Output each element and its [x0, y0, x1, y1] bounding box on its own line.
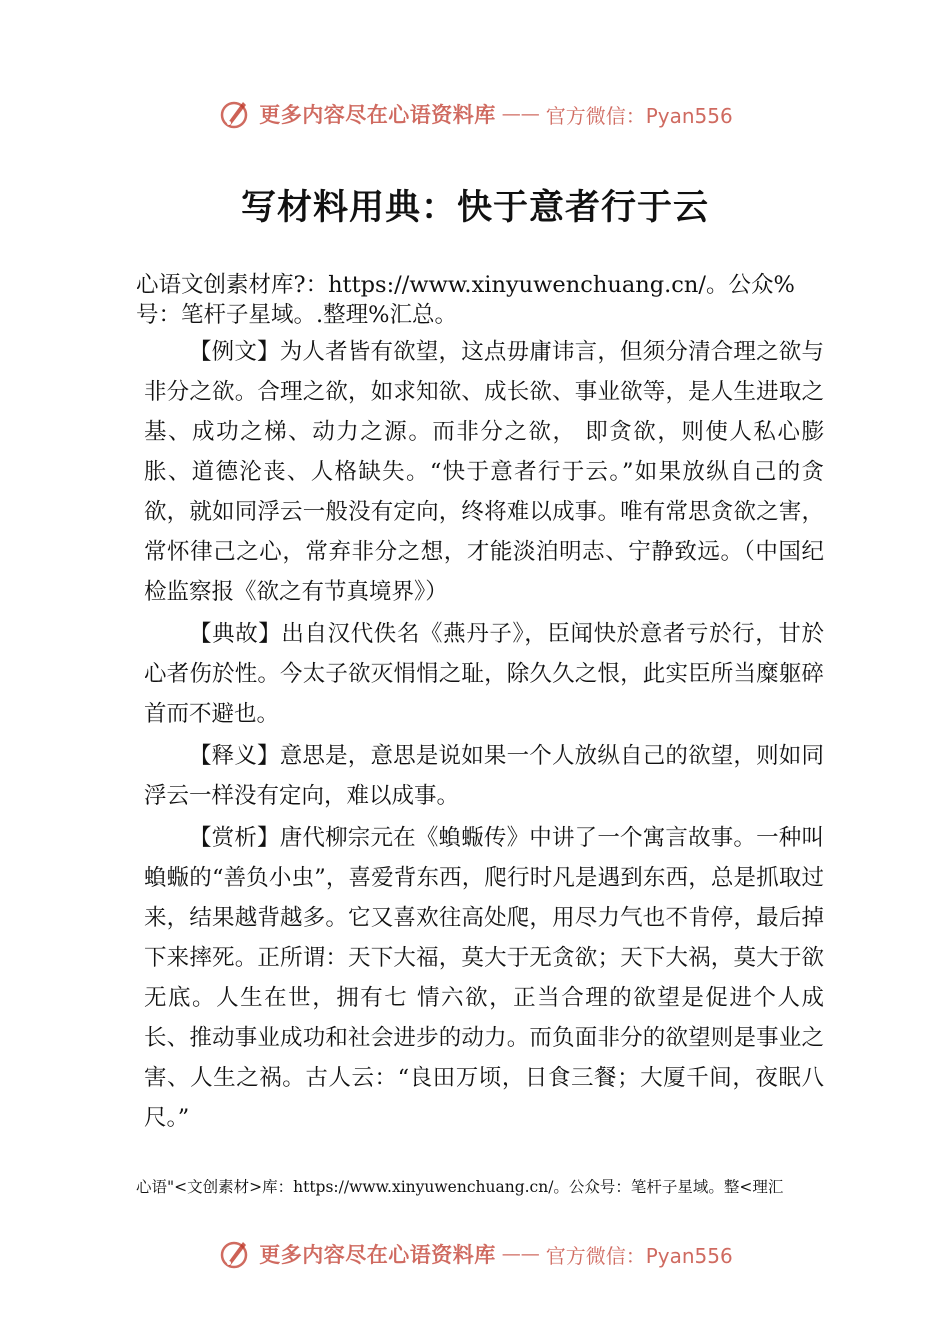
bottom-banner	[0, 1234, 950, 1274]
footer-source-note: 心语"<文创素材>库：https://www.xinyuwenchuang.cn/。公众号：笔杆子星域。整<理汇	[136, 1178, 784, 1196]
banner-separator: ——	[501, 103, 540, 125]
banner-slogan: 更多内容尽在心语资料库	[259, 1242, 496, 1267]
paragraph-allusion	[144, 614, 824, 734]
top-banner	[0, 94, 950, 134]
article-body	[144, 332, 824, 1138]
paragraph-tag: 【赏析】	[189, 825, 280, 851]
paragraph-meaning	[144, 736, 824, 816]
quill-pen-logo-icon	[217, 96, 253, 132]
quill-pen-logo-icon	[217, 1236, 253, 1272]
paragraph-analysis	[144, 818, 824, 1138]
paragraph-text: 为人者皆有欲望，这点毋庸讳言，但须分清合理之欲与非分之欲。合理之欲，如求知欲、成长欲、事业欲等，是人生进取之基、成功之梯、动力之源。而非分之欲， 即贪欲，则使人私心膨胀、道德沦丧、人格缺失。“快于意者行于云。”如果放纵自己的贪欲，就如同浮云一般没有定向，终将难以成事。唯有常思贪欲之害，常怀律己之心，常弃非分之想，才能淡泊明志、宁静致远。（中国纪检监察报《欲之有节真境界》）	[144, 339, 824, 605]
paragraph-tag: 【典故】	[189, 621, 282, 647]
banner-separator: ——	[501, 1243, 540, 1265]
banner-slogan: 更多内容尽在心语资料库	[259, 102, 496, 127]
header-source-note: 心语文创素材库?：https://www.xinyuwenchuang.cn/。公众%号：笔杆子星域。.整理%汇总。	[136, 272, 795, 328]
page-title: 写材料用典：快于意者行于云	[240, 187, 709, 228]
banner-wechat: 官方微信：Pyan556	[545, 1243, 733, 1268]
paragraph-text: 唐代柳宗元在《蝜蝂传》中讲了一个寓言故事。一种叫蝜蝂的“善负小虫”，喜爱背东西，爬行时凡是遇到东西，总是抓取过来，结果越背越多。它又喜欢往高处爬，用尽力气也不肯停，最后掉下来摔死。正所谓：天下大福，莫大于无贪欲；天下大祸，莫大于欲无底。人生在世，拥有七 情六欲，正当合理的欲望是促进个人成长、推动事业成功和社会进步的动力。而负面非分的欲望则是事业之害、人生之祸。古人云：“良田万顷，日食三餐；大厦千间，夜眠八尺。”	[144, 825, 824, 1131]
paragraph-text: 出自汉代佚名《燕丹子》，臣闻快於意者亏於行，甘於心者伤於性。今太子欲灭悁悁之耻，除久久之恨，此实臣所当糜躯碎首而不避也。	[144, 621, 824, 727]
paragraph-tag: 【例文】	[189, 339, 280, 365]
paragraph-tag: 【释义】	[189, 743, 280, 769]
paragraph-text: 意思是，意思是说如果一个人放纵自己的欲望，则如同浮云一样没有定向，难以成事。	[144, 743, 824, 809]
banner-wechat: 官方微信：Pyan556	[545, 103, 733, 128]
paragraph-example	[144, 332, 824, 612]
